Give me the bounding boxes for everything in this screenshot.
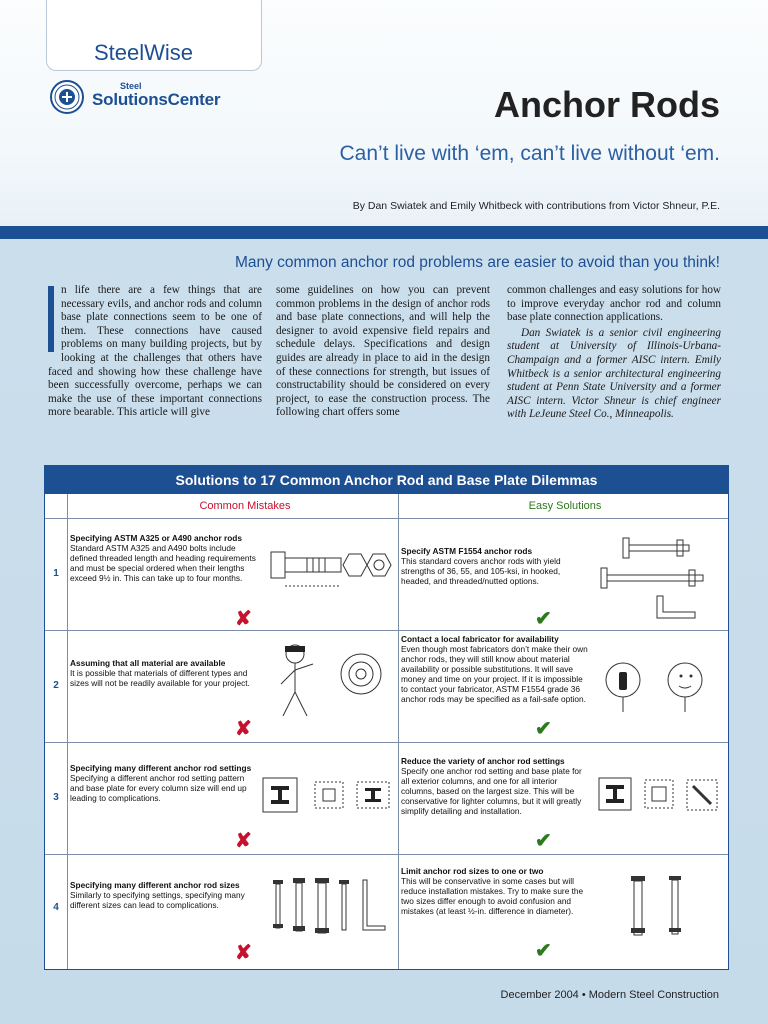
header-band bbox=[0, 226, 768, 239]
solution-cell bbox=[401, 634, 591, 704]
solutions-center-logo bbox=[48, 78, 268, 120]
divider bbox=[45, 742, 728, 743]
mistake-text: Specifying a different anchor rod setting pattern and base plate for every column size will end up leading to complications. bbox=[70, 773, 247, 803]
solution-cell bbox=[401, 546, 591, 586]
divider bbox=[45, 518, 728, 519]
solution-text: Even though most fabricators don’t make their own anchor rods, they will still know about material availability or possible substitutions. It will save money and time on your project. If it is impossible to contact your fabricator, ASTM F1554 grade 36 anchor rods may be specified as a fail-safe option. bbox=[401, 644, 588, 704]
divider bbox=[398, 494, 399, 969]
mistake-cell bbox=[70, 763, 260, 803]
row-number: 4 bbox=[53, 902, 59, 913]
mistake-title: Specifying many different anchor rod settings bbox=[70, 763, 252, 773]
solution-title: Limit anchor rod sizes to one or two bbox=[401, 866, 544, 876]
article-text-3: common challenges and easy solutions for how to improve everyday anchor rod and column base plate connection applications. bbox=[507, 284, 721, 324]
cross-icon: ✘ bbox=[235, 942, 252, 964]
dilemmas-table bbox=[44, 465, 729, 970]
article-column-2: some guidelines on how you can prevent common problems in the design of anchor rods and base plate connections, and will help the designer to avoid expensive field repairs and schedule delays. Specifications and design guides are already in place to aid in the design of these connections for strength, but issues of constructability should be considered on every project, to ease the construction process. The following chart offers some bbox=[276, 284, 490, 419]
two-rod-sizes-icon bbox=[625, 870, 705, 942]
table-title: Solutions to 17 Common Anchor Rod and Base Plate Dilemmas bbox=[45, 466, 728, 494]
cross-icon: ✘ bbox=[235, 718, 252, 740]
solution-text: Specify one anchor rod setting and base plate for all exterior columns, and one for all interior columns, based on the largest size. This will be conservative for lighter columns, but it will greatly simplify detailing and installation. bbox=[401, 766, 582, 816]
drop-cap bbox=[48, 286, 54, 352]
worker-and-reel-icon bbox=[273, 634, 397, 726]
article-subtitle: Can’t live with ‘em, can’t live without ‘em. bbox=[339, 142, 720, 165]
mistake-text: Standard ASTM A325 and A490 bolts include defined threaded length and heading requirements and must be special ordered when their lengths exceed 9½ in. This can take up to four months. bbox=[70, 543, 256, 583]
row-number: 3 bbox=[53, 792, 59, 803]
mistake-cell bbox=[70, 658, 260, 688]
divider bbox=[45, 630, 728, 631]
article-text-1: n life there are a few things that are necessary evils, and anchor rods and column base plate connections seem to be one of them. These connections have caused problems on many building projects, but by looking at the challenges that others have faced and showing how these challenge have been successfully overcome, perhaps we can make the use of these important connections more bearable. This article will give bbox=[48, 284, 262, 419]
many-rod-sizes-icon bbox=[267, 872, 397, 942]
base-plate-settings-icon bbox=[257, 772, 397, 818]
page-footer: December 2004 • Modern Steel Construction bbox=[500, 989, 719, 1001]
checkmark-icon: ✔ bbox=[535, 830, 552, 852]
solution-title: Specify ASTM F1554 anchor rods bbox=[401, 546, 533, 556]
article-title: Anchor Rods bbox=[493, 84, 720, 125]
checkmark-icon: ✔ bbox=[535, 608, 552, 630]
divider bbox=[45, 854, 728, 855]
author-bio: Dan Swiatek is a senior civil engineering student at University of Illinois-Urbana-Champaign and a former AISC intern. Emily Whitbeck is a senior architectural engineering student at Penn State University and a former AISC intern. Victor Shneur is chief engineer with LeJeune Steel Co., Minneapolis. bbox=[507, 326, 721, 421]
uniform-base-plates-icon bbox=[595, 772, 725, 818]
cross-icon: ✘ bbox=[235, 608, 252, 630]
logo-big-text: SolutionsCenter bbox=[92, 90, 221, 109]
mistake-title: Specifying many different anchor rod sizes bbox=[70, 880, 240, 890]
mistake-title: Specifying ASTM A325 or A490 anchor rods bbox=[70, 533, 242, 543]
row-number: 2 bbox=[53, 680, 59, 691]
mistake-text: It is possible that materials of different types and sizes will not be readily available for your project. bbox=[70, 668, 250, 688]
article-column-1 bbox=[48, 284, 262, 420]
solution-text: This will be conservative in some cases but will reduce installation mistakes. Try to make sure the two sizes differ enough to avoid confusion and mistakes (at least ½-in. difference in diameter). bbox=[401, 876, 584, 916]
bolt-drawing-icon bbox=[267, 540, 395, 598]
anchor-rod-types-icon bbox=[597, 528, 725, 628]
mistake-title: Assuming that all material are available bbox=[70, 658, 226, 668]
divider bbox=[67, 494, 68, 969]
solutions-header: Easy Solutions bbox=[528, 500, 602, 512]
mistakes-header: Common Mistakes bbox=[199, 500, 291, 512]
solution-cell bbox=[401, 866, 591, 916]
checkmark-icon: ✔ bbox=[535, 940, 552, 962]
series-name: SteelWise bbox=[94, 40, 194, 65]
article-deck: Many common anchor rod problems are easier to avoid than you think! bbox=[234, 254, 720, 271]
solution-cell bbox=[401, 756, 591, 816]
solution-title: Reduce the variety of anchor rod settings bbox=[401, 756, 565, 766]
checkmark-icon: ✔ bbox=[535, 718, 552, 740]
phone-call-icon bbox=[601, 654, 725, 718]
aisc-seal-icon bbox=[50, 80, 84, 114]
solution-text: This standard covers anchor rods with yield strengths of 36, 55, and 105-ksi, in hooked, headed, and threaded/nutted options. bbox=[401, 556, 561, 586]
byline: By Dan Swiatek and Emily Whitbeck with contributions from Victor Shneur, P.E. bbox=[352, 200, 720, 212]
row-number: 1 bbox=[53, 568, 59, 579]
mistake-text: Similarly to specifying settings, specifying many different sizes can lead to complications. bbox=[70, 890, 245, 910]
cross-icon: ✘ bbox=[235, 830, 252, 852]
logo-small-text: Steel bbox=[120, 81, 142, 91]
mistake-cell bbox=[70, 533, 260, 583]
solution-title: Contact a local fabricator for availability bbox=[401, 634, 559, 644]
article-column-3 bbox=[507, 284, 721, 422]
mistake-cell bbox=[70, 880, 260, 910]
